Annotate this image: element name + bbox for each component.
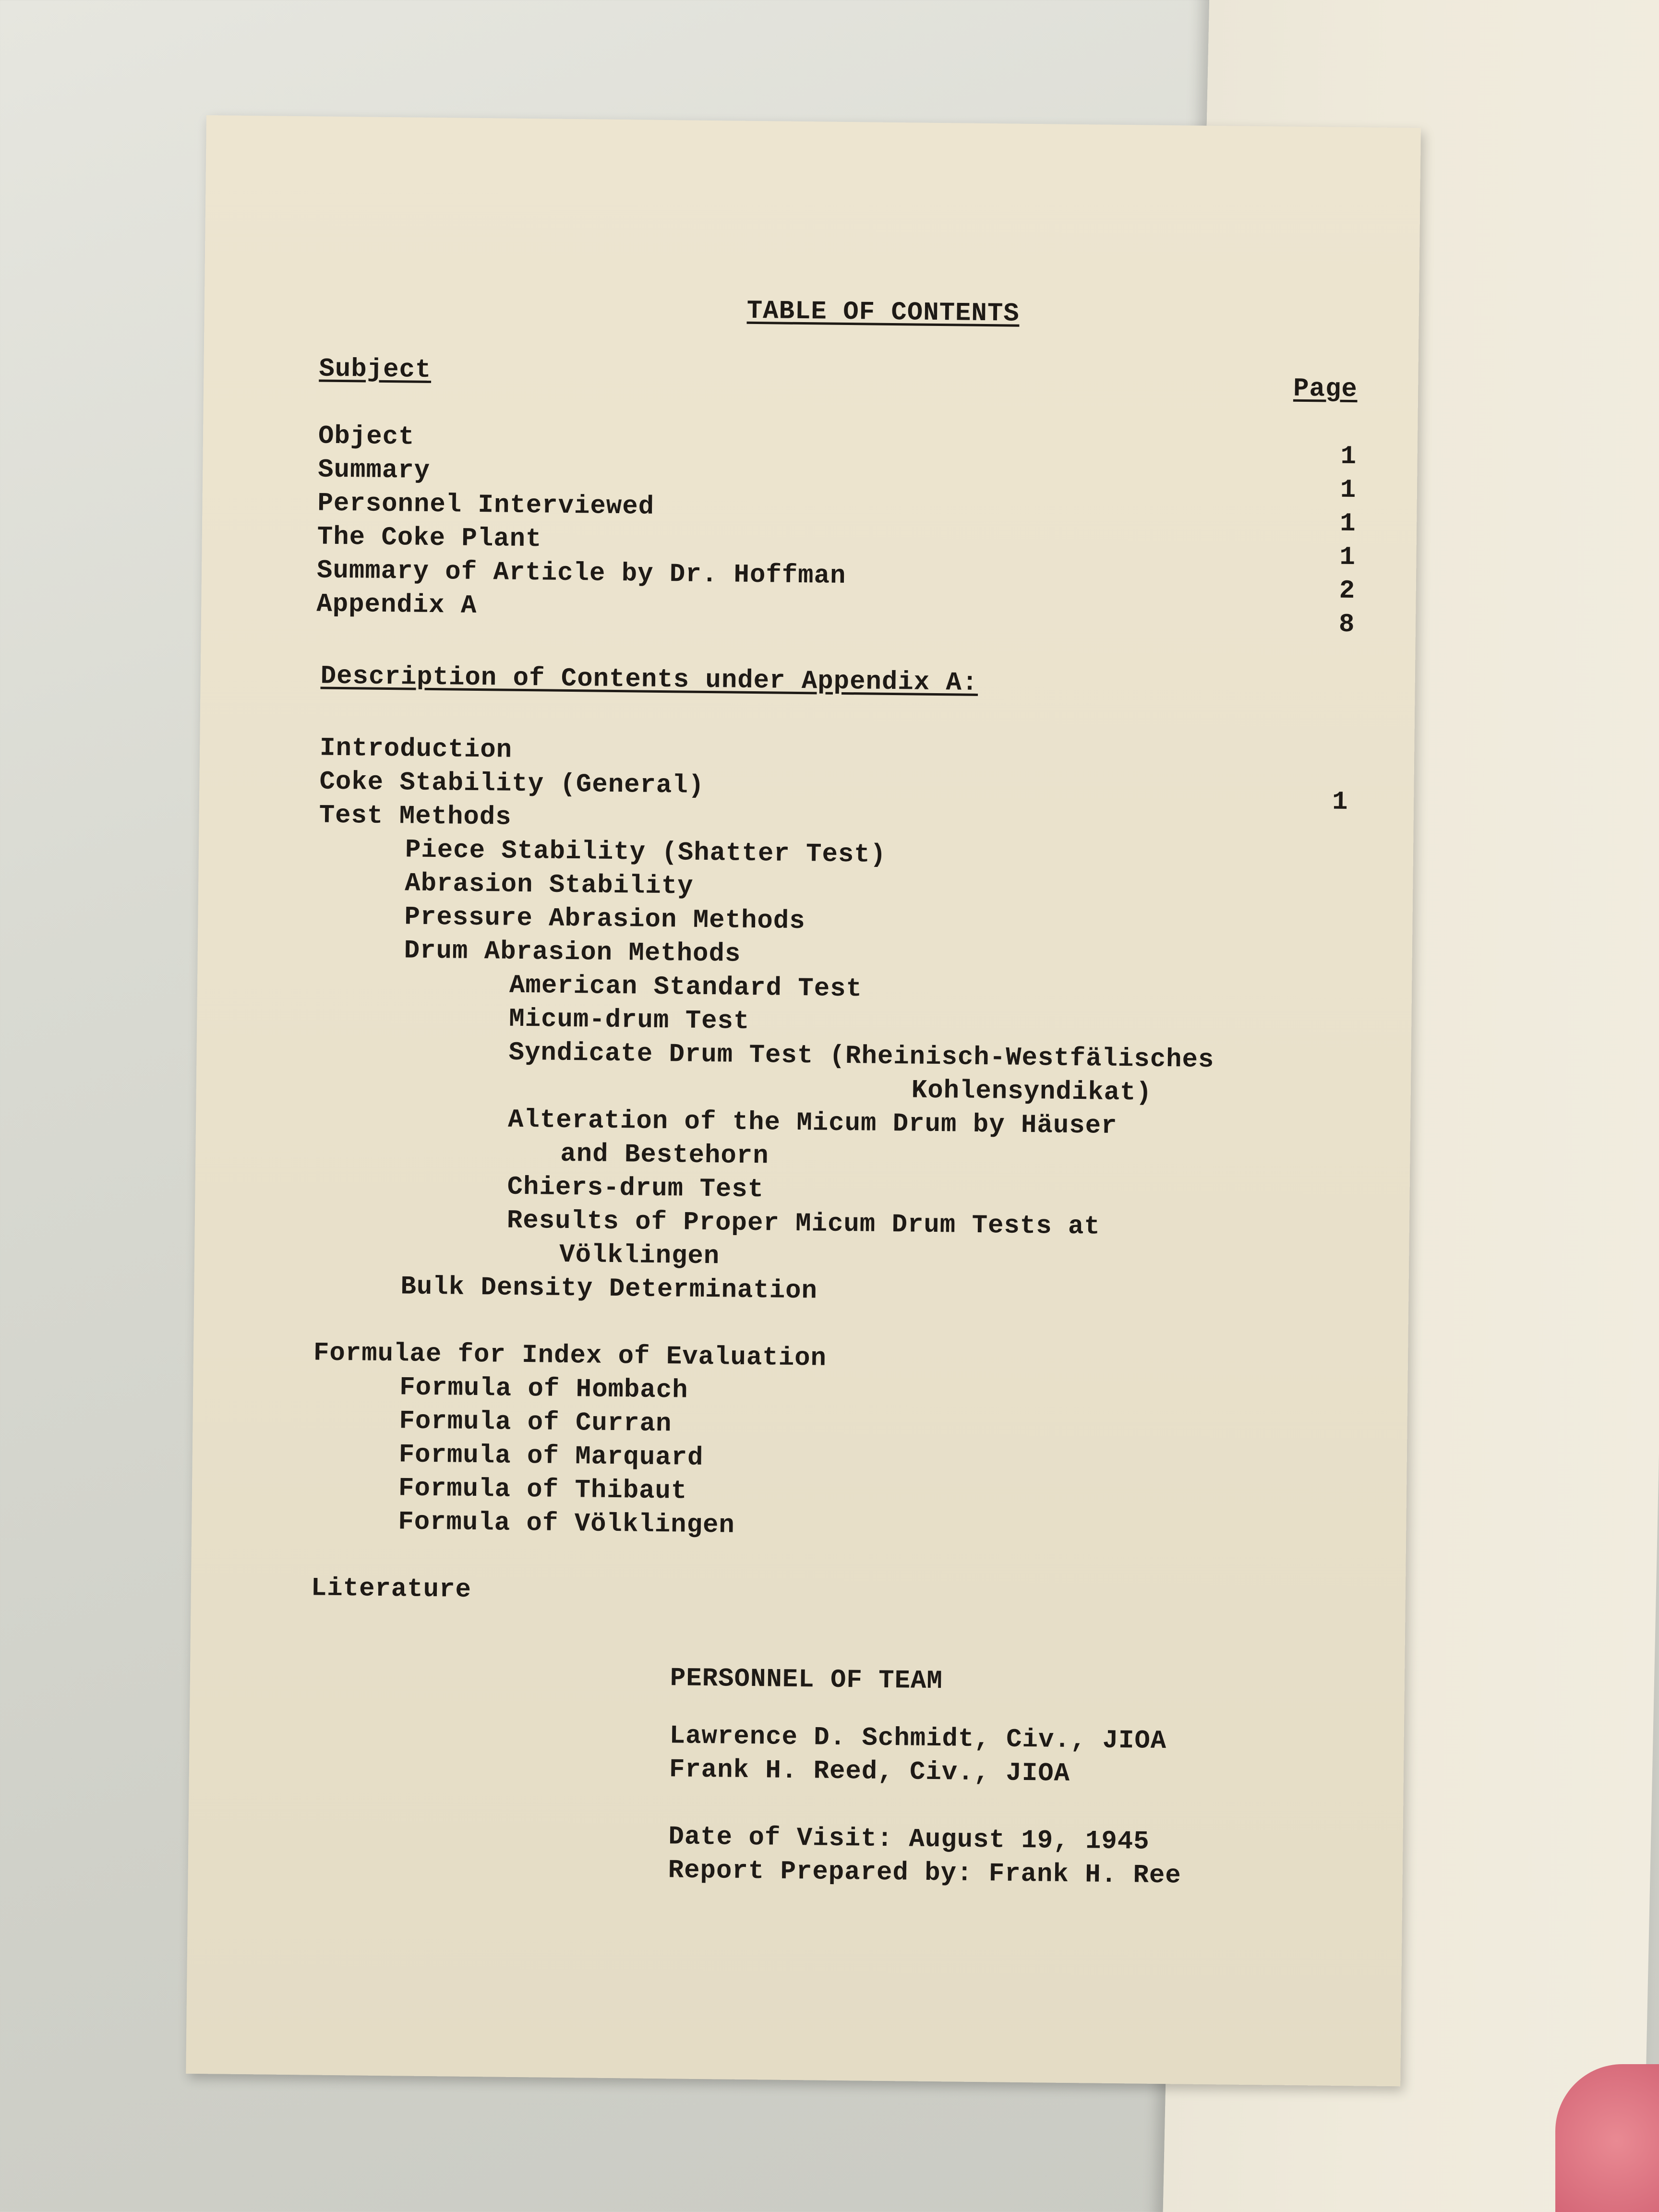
toc-entry: Coke Stability (General) [319, 767, 705, 801]
toc-page-number: 1 [1339, 509, 1356, 539]
toc-entry: Formula of Thibaut [398, 1474, 687, 1506]
toc-page-number: 1 [1340, 475, 1356, 505]
toc-entry: Pressure Abrasion Methods [404, 902, 805, 937]
appendix-heading: Description of Contents under Appendix A: [320, 661, 978, 698]
toc-entry: Formula of Hombach [399, 1373, 688, 1406]
toc-entry-personnel: Personnel Interviewed [317, 489, 655, 522]
toc-page-number: 2 [1339, 576, 1355, 606]
toc-entry-coke-plant: The Coke Plant [317, 522, 542, 554]
toc-entry-continuation: Kohlensyndikat) [911, 1076, 1153, 1108]
toc-entry: Formula of Marquard [398, 1440, 704, 1473]
personnel-heading: PERSONNEL OF TEAM [670, 1664, 943, 1696]
toc-entry-continuation: and Bestehorn [560, 1139, 769, 1171]
formula-heading: Formulae for Index of Evaluation [313, 1338, 827, 1373]
toc-entry-hoffman-summary: Summary of Article by Dr. Hoffman [316, 556, 846, 591]
toc-entry: Introduction [319, 733, 513, 765]
toc-entry: Results of Proper Micum Drum Tests at [506, 1206, 1101, 1242]
toc-entry: Test Methods [319, 801, 512, 832]
toc-entry: Drum Abrasion Methods [404, 936, 741, 969]
visit-date: Date of Visit: August 19, 1945 [668, 1822, 1150, 1857]
toc-entry: Abrasion Stability [404, 869, 694, 902]
personnel-member: Frank H. Reed, Civ., JIOA [669, 1755, 1070, 1789]
subject-column-header: Subject [319, 354, 432, 385]
toc-entry: Alteration of the Micum Drum by Häuser [507, 1105, 1118, 1141]
toc-entry: Chiers-drum Test [507, 1172, 764, 1205]
page-title: TABLE OF CONTENTS [746, 296, 1020, 329]
toc-entry-summary: Summary [317, 455, 431, 486]
toc-entry: American Standard Test [509, 971, 863, 1004]
toc-page-number: 1 [1332, 787, 1348, 817]
report-prepared-by: Report Prepared by: Frank H. Ree [668, 1856, 1181, 1891]
toc-entry-appendix-a: Appendix A [316, 589, 477, 621]
toc-entry: Micum-drum Test [508, 1004, 750, 1036]
toc-entry: Bulk Density Determination [400, 1272, 818, 1306]
toc-entry: Piece Stability (Shatter Test) [405, 835, 887, 870]
toc-entry-literature: Literature [311, 1574, 472, 1605]
toc-entry: Formula of Völklingen [398, 1507, 735, 1540]
toc-page-number: 8 [1338, 610, 1355, 640]
toc-entry-continuation: Völklingen [559, 1240, 720, 1272]
personnel-member: Lawrence D. Schmidt, Civ., JIOA [669, 1721, 1167, 1756]
page-column-header: Page [1293, 374, 1358, 405]
toc-entry: Syndicate Drum Test (Rheinisch-Westfälisches [508, 1038, 1214, 1075]
document-sheet [186, 115, 1421, 2086]
toc-entry-object: Object [318, 421, 415, 452]
toc-page-number: 1 [1340, 442, 1357, 472]
toc-entry: Formula of Curran [399, 1407, 672, 1439]
toc-page-number: 1 [1339, 542, 1356, 573]
